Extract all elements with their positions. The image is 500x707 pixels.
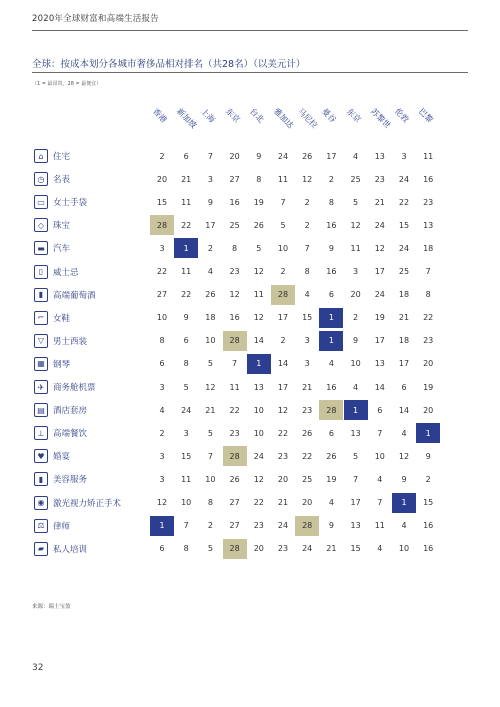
rank-cell: 5 [183, 382, 189, 392]
whisky-icon: ▯ [34, 265, 48, 279]
rank-cell: 10 [253, 405, 264, 415]
rank-cell: 14 [398, 405, 410, 415]
rank-cell: 21 [277, 498, 289, 507]
rank-cell: 6 [377, 405, 383, 415]
rank-cell: 6 [328, 290, 334, 300]
rank-cell: 26 [229, 474, 240, 484]
rank-cell: 28 [223, 446, 247, 466]
row-label: 私人培训 [53, 544, 88, 555]
rank-cell: 9 [256, 151, 262, 161]
rank-cell: 21 [181, 174, 192, 184]
rank-cell: 13 [350, 521, 361, 531]
column-header: 东京 [344, 106, 363, 125]
rank-cell: 28 [319, 400, 343, 420]
column-header: 伦敦 [392, 106, 411, 125]
rank-cell: 22 [423, 313, 434, 323]
rank-cell: 15 [398, 220, 410, 230]
rank-cell: 10 [181, 498, 192, 507]
rank-cell: 25 [350, 174, 361, 184]
rank-cell: 14 [277, 359, 289, 369]
rank-cell: 8 [425, 290, 431, 300]
rank-cell: 2 [207, 521, 213, 531]
rank-cell: 7 [207, 151, 213, 161]
rank-cell: 10 [205, 336, 216, 346]
rank-cell: 8 [207, 498, 213, 507]
rank-cell: 13 [423, 220, 434, 230]
rank-cell: 5 [256, 243, 262, 253]
rank-cell: 16 [326, 267, 337, 276]
rank-cell: 18 [423, 243, 434, 253]
rank-cell: 2 [159, 428, 165, 438]
rank-cell: 18 [398, 290, 410, 300]
rank-cell: 17 [374, 267, 385, 276]
rank-cell: 12 [374, 243, 385, 253]
rank-cell: 23 [277, 451, 289, 461]
rank-cell: 12 [156, 498, 168, 507]
rank-cell: 2 [159, 151, 165, 161]
rank-cell: 9 [425, 451, 431, 461]
row-label: 律师 [53, 521, 71, 532]
rank-cell: 2 [425, 474, 431, 484]
rank-cell: 7 [377, 498, 383, 507]
rank-cell: 6 [159, 544, 165, 554]
rank-cell: 11 [374, 521, 385, 531]
column-header: 东京 [223, 106, 242, 125]
rank-cell: 23 [423, 336, 434, 346]
rank-cell: 11 [181, 197, 192, 207]
rank-cell: 21 [374, 197, 385, 207]
rank-cell: 3 [159, 243, 165, 253]
rank-cell: 3 [353, 267, 359, 276]
rank-cell: 1 [174, 238, 198, 258]
piano-icon: ▦ [34, 357, 48, 371]
rank-cell: 28 [295, 516, 319, 536]
rank-cell: 5 [207, 544, 213, 554]
rank-cell: 11 [253, 290, 264, 300]
rank-cell: 8 [159, 336, 165, 346]
handbag-icon: ▭ [34, 195, 48, 209]
car-icon: ▬ [34, 241, 48, 255]
rank-cell: 15 [156, 197, 168, 207]
rank-cell: 12 [350, 220, 361, 230]
rank-cell: 7 [183, 521, 189, 531]
rank-cell: 10 [156, 313, 168, 323]
rank-cell: 17 [374, 336, 385, 346]
rank-cell: 20 [253, 544, 264, 554]
column-header: 上海 [199, 106, 217, 125]
rank-cell: 4 [159, 405, 165, 415]
row-label: 威士忌 [53, 267, 79, 278]
report-title: 2020年全球财富和高端生活报告 [32, 14, 159, 24]
watch-icon: ◷ [34, 172, 48, 186]
rank-cell: 14 [253, 336, 264, 346]
column-header: 雅加达 [271, 106, 296, 131]
rank-cell: 24 [374, 220, 385, 230]
column-header: 新加坡 [175, 106, 199, 131]
rank-cell: 27 [156, 290, 168, 300]
rank-cell: 12 [398, 451, 410, 461]
rank-cell: 25 [302, 474, 313, 484]
rank-cell: 8 [232, 243, 238, 253]
rank-cell: 10 [350, 359, 361, 369]
rank-cell: 9 [401, 474, 407, 484]
rank-cell: 5 [207, 428, 213, 438]
row-label: 婚宴 [53, 452, 71, 463]
rank-cell: 9 [207, 197, 213, 207]
rank-cell: 20 [277, 474, 289, 484]
rank-cell: 19 [374, 313, 385, 323]
rank-cell: 4 [328, 498, 334, 507]
rank-cell: 20 [423, 405, 434, 415]
rank-cell: 23 [423, 197, 434, 207]
rank-legend: （1 = 最昂贵，28 = 最便宜） [32, 81, 102, 87]
rank-cell: 3 [159, 451, 165, 461]
rank-cell: 18 [205, 313, 216, 323]
rank-cell: 12 [253, 474, 264, 484]
rank-cell: 2 [353, 313, 359, 323]
column-header: 香港 [150, 106, 169, 125]
rank-cell: 11 [423, 151, 434, 161]
rank-cell: 2 [207, 243, 213, 253]
rank-cell: 4 [207, 267, 213, 276]
rank-cell: 16 [326, 220, 337, 230]
diamond-icon: ◇ [34, 218, 48, 232]
rank-cell: 7 [280, 197, 286, 207]
rank-cell: 23 [277, 544, 289, 554]
rank-cell: 24 [398, 174, 410, 184]
wine-bottle-icon: ▮ [34, 288, 48, 302]
rank-cell: 2 [304, 220, 310, 230]
rank-cell: 24 [398, 243, 410, 253]
rank-cell: 9 [183, 313, 189, 323]
row-label: 钢琴 [53, 359, 71, 370]
rank-cell: 17 [350, 498, 361, 507]
rank-cell: 8 [304, 267, 310, 276]
row-label: 名表 [53, 175, 71, 186]
rank-cell: 19 [423, 382, 434, 392]
training-icon: ▰ [34, 542, 48, 556]
rank-cell: 22 [277, 428, 289, 438]
rank-cell: 22 [253, 498, 264, 507]
rank-cell: 10 [205, 474, 216, 484]
eye-icon: ◉ [34, 496, 48, 510]
rank-cell: 1 [319, 308, 343, 328]
rank-cell: 8 [183, 544, 189, 554]
rank-cell: 22 [156, 267, 168, 276]
rank-cell: 22 [398, 197, 410, 207]
rank-cell: 26 [253, 220, 264, 230]
wedding-icon: ♥ [34, 449, 48, 463]
rank-cell: 20 [156, 174, 168, 184]
rank-cell: 1 [319, 331, 343, 351]
dining-icon: ⊥ [34, 426, 48, 440]
row-label: 汽车 [53, 244, 71, 255]
shoe-icon: ⌐ [34, 311, 48, 325]
row-label: 男士西装 [53, 336, 88, 347]
rank-cell: 21 [205, 405, 216, 415]
column-header: 马尼拉 [296, 106, 320, 131]
rank-cell: 16 [229, 197, 240, 207]
rank-cell: 4 [377, 544, 383, 554]
rank-cell: 1 [247, 354, 271, 374]
rank-cell: 28 [271, 285, 295, 305]
rank-cell: 26 [302, 151, 313, 161]
rank-cell: 5 [353, 197, 359, 207]
rank-cell: 3 [304, 336, 310, 346]
rank-cell: 9 [328, 243, 334, 253]
column-header: 曼谷 [320, 106, 338, 125]
rank-cell: 17 [277, 313, 289, 323]
column-header: 台北 [247, 106, 266, 125]
rank-cell: 6 [183, 336, 189, 346]
rank-cell: 20 [229, 151, 240, 161]
rank-cell: 4 [401, 428, 407, 438]
row-label: 激光视力矫正手术 [53, 498, 122, 509]
rank-cell: 1 [150, 516, 174, 536]
rank-cell: 2 [280, 336, 286, 346]
rank-cell: 3 [183, 428, 189, 438]
rank-cell: 15 [181, 451, 192, 461]
row-label: 女鞋 [53, 313, 71, 324]
rank-cell: 9 [353, 336, 359, 346]
rank-cell: 10 [374, 451, 385, 461]
rank-cell: 1 [392, 493, 416, 513]
rank-cell: 26 [326, 451, 337, 461]
rank-cell: 2 [280, 267, 286, 276]
rank-cell: 28 [223, 539, 247, 559]
house-icon: ⌂ [34, 149, 48, 163]
rank-cell: 3 [159, 474, 165, 484]
rank-cell: 22 [302, 451, 313, 461]
rank-cell: 25 [398, 267, 410, 276]
row-label: 住宅 [53, 152, 71, 162]
rank-cell: 16 [326, 382, 337, 392]
rank-cell: 15 [350, 544, 361, 554]
lawyer-icon: ⚖ [34, 519, 48, 533]
rank-cell: 4 [353, 382, 359, 392]
rank-cell: 1 [344, 400, 368, 420]
rank-cell: 20 [423, 359, 434, 369]
rank-cell: 20 [302, 498, 313, 507]
plane-icon: ✈ [34, 380, 48, 394]
rank-cell: 22 [229, 405, 240, 415]
row-label: 高端餐饮 [53, 429, 88, 440]
rank-cell: 3 [304, 359, 310, 369]
rank-cell: 16 [423, 174, 434, 184]
rank-cell: 22 [181, 220, 192, 230]
rank-cell: 17 [398, 359, 410, 369]
rank-cell: 19 [326, 474, 337, 484]
row-label: 美容服务 [53, 475, 88, 486]
rank-cell: 24 [277, 521, 289, 531]
rank-cell: 6 [401, 382, 407, 392]
rank-cell: 23 [302, 405, 313, 415]
rank-cell: 21 [302, 382, 313, 392]
rank-cell: 7 [425, 267, 431, 276]
rank-cell: 17 [205, 220, 216, 230]
rank-cell: 4 [401, 521, 407, 531]
rank-cell: 11 [181, 267, 192, 276]
row-label: 酒店套房 [53, 406, 88, 417]
rank-cell: 27 [229, 174, 240, 184]
rank-cell: 21 [326, 544, 337, 554]
rank-cell: 10 [277, 243, 289, 253]
rank-cell: 23 [374, 174, 385, 184]
rank-cell: 14 [374, 382, 385, 392]
rank-cell: 3 [401, 151, 407, 161]
rank-cell: 10 [398, 544, 410, 554]
row-label: 商务舱机票 [53, 383, 96, 393]
table-title: 全球：按成本划分各城市奢侈品相对排名（共28名）（以美元计） [32, 59, 306, 70]
rank-cell: 4 [353, 151, 359, 161]
rank-cell: 26 [205, 290, 216, 300]
row-label: 珠宝 [53, 221, 71, 232]
rank-cell: 26 [302, 428, 313, 438]
rank-cell: 13 [374, 359, 385, 369]
beauty-icon: ▮ [34, 472, 48, 486]
rank-cell: 22 [181, 290, 192, 300]
title-divider [32, 72, 468, 73]
row-label: 高端葡萄酒 [53, 290, 96, 301]
rank-cell: 8 [183, 359, 189, 369]
rank-cell: 21 [398, 313, 410, 323]
rank-cell: 5 [353, 451, 359, 461]
rank-cell: 12 [253, 313, 264, 323]
rank-cell: 12 [302, 174, 313, 184]
rank-cell: 24 [253, 451, 264, 461]
rank-cell: 11 [229, 382, 240, 392]
rank-cell: 7 [304, 243, 310, 253]
rank-cell: 6 [328, 428, 334, 438]
rank-cell: 27 [229, 521, 240, 531]
column-header: 巴黎 [417, 106, 435, 125]
rank-cell: 13 [374, 151, 385, 161]
rank-cell: 6 [183, 151, 189, 161]
rank-cell: 17 [326, 151, 337, 161]
rank-cell: 23 [253, 521, 264, 531]
rank-cell: 3 [159, 382, 165, 392]
row-label: 女士手袋 [53, 198, 88, 209]
rank-cell: 4 [377, 474, 383, 484]
rank-cell: 11 [181, 474, 192, 484]
rank-cell: 3 [207, 174, 213, 184]
rank-cell: 9 [328, 521, 334, 531]
rank-cell: 24 [277, 151, 289, 161]
rank-cell: 13 [350, 428, 361, 438]
rank-cell: 16 [229, 313, 240, 323]
rank-cell: 15 [423, 498, 434, 507]
rank-cell: 7 [207, 451, 213, 461]
rank-cell: 6 [159, 359, 165, 369]
hotel-icon: ▤ [34, 403, 48, 417]
rank-cell: 28 [150, 215, 174, 235]
page-number: 32 [32, 663, 44, 673]
rank-cell: 16 [423, 521, 434, 531]
rank-cell: 10 [253, 428, 264, 438]
rank-cell: 8 [328, 197, 334, 207]
rank-cell: 12 [205, 382, 216, 392]
column-header: 苏黎世 [368, 106, 393, 131]
rank-cell: 18 [398, 336, 410, 346]
rank-cell: 15 [302, 313, 313, 323]
rank-cell: 5 [207, 359, 213, 369]
suit-icon: ▽ [34, 334, 48, 348]
rank-cell: 24 [181, 405, 192, 415]
rank-cell: 25 [229, 220, 240, 230]
top-divider [32, 30, 468, 31]
rank-cell: 24 [302, 544, 313, 554]
rank-cell: 19 [253, 197, 264, 207]
rank-cell: 7 [353, 474, 359, 484]
rank-cell: 12 [253, 267, 264, 276]
rank-cell: 12 [229, 290, 240, 300]
rank-cell: 4 [304, 290, 310, 300]
rank-cell: 27 [229, 498, 240, 507]
rank-cell: 17 [277, 382, 289, 392]
rank-cell: 11 [277, 174, 289, 184]
rank-cell: 4 [328, 359, 334, 369]
rank-cell: 23 [229, 428, 240, 438]
rank-cell: 11 [350, 243, 361, 253]
source-note: 来源：瑞士宝盈 [32, 604, 71, 610]
rank-cell: 12 [277, 405, 289, 415]
rank-cell: 28 [223, 331, 247, 351]
rank-cell: 16 [423, 544, 434, 554]
rank-cell: 23 [229, 267, 240, 276]
rank-cell: 24 [374, 290, 385, 300]
rank-cell: 13 [253, 382, 264, 392]
rank-cell: 2 [304, 197, 310, 207]
rank-cell: 8 [256, 174, 262, 184]
rank-cell: 20 [350, 290, 361, 300]
rank-cell: 7 [232, 359, 238, 369]
rank-cell: 5 [280, 220, 286, 230]
rank-cell: 1 [416, 423, 440, 443]
rank-cell: 2 [328, 174, 334, 184]
rank-cell: 7 [377, 428, 383, 438]
